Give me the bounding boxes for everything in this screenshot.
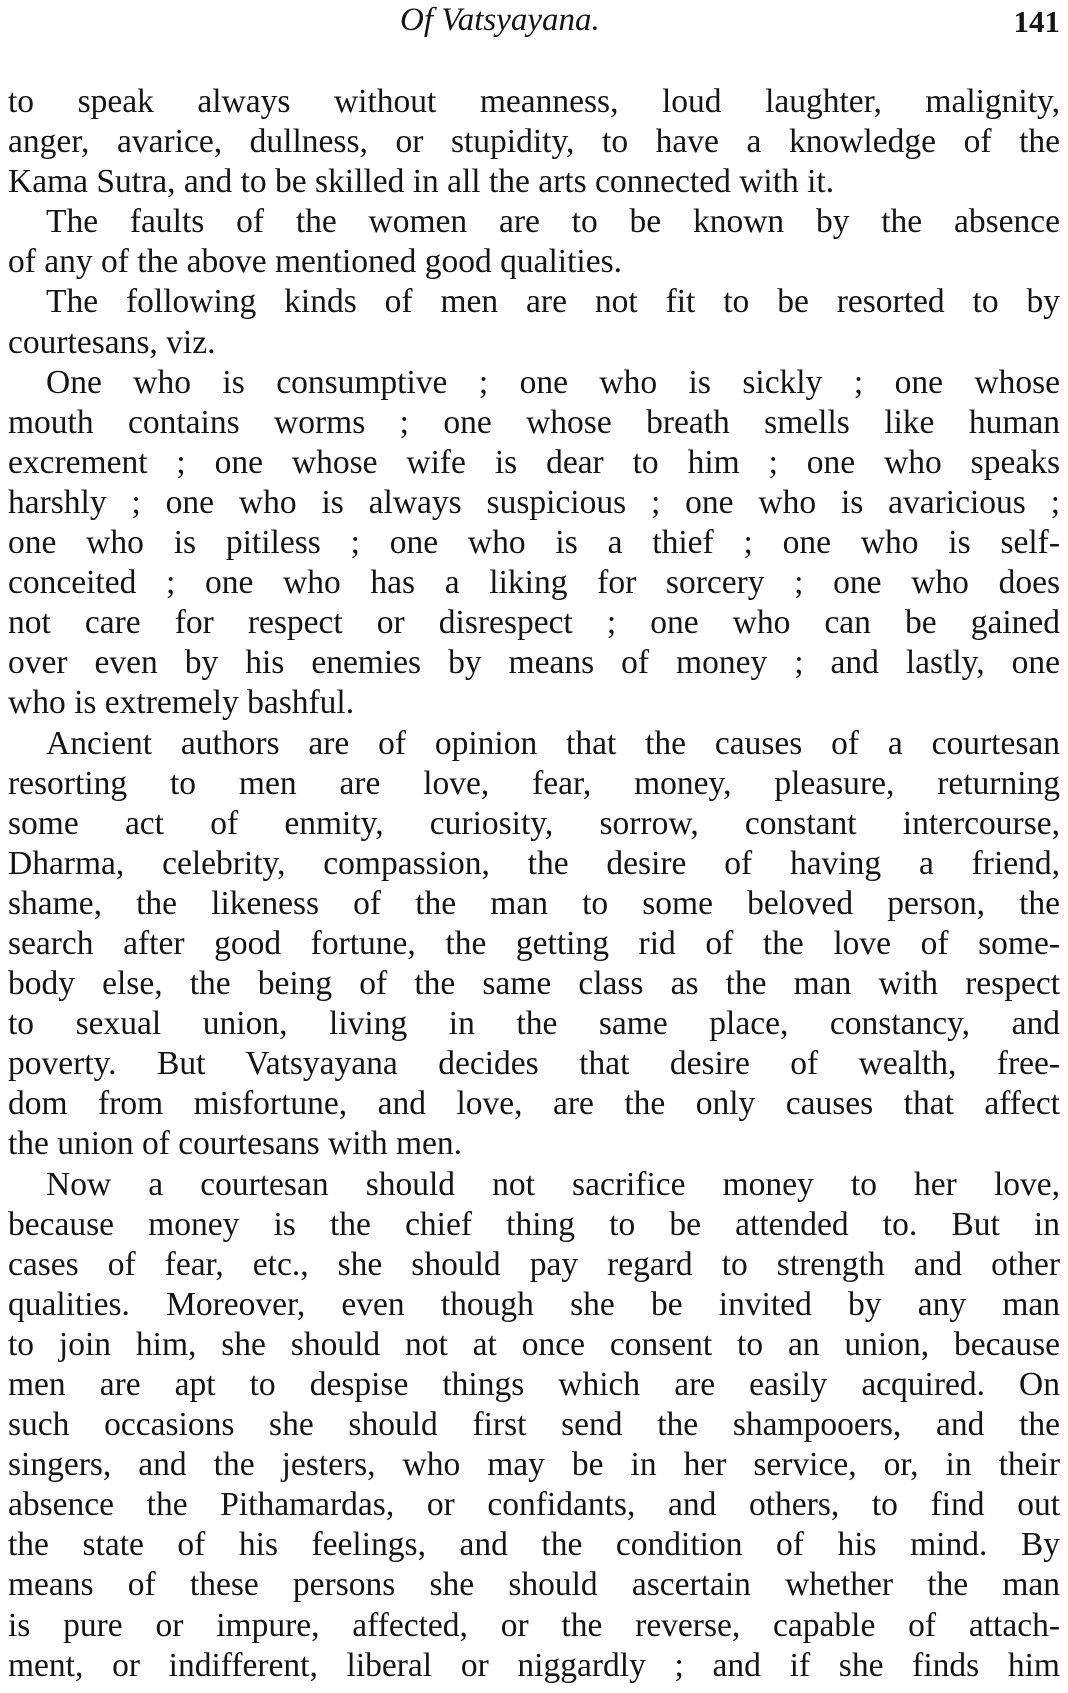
text-line: such occasions she should first send the shampooers, and the: [8, 1406, 1060, 1444]
text-line: to speak always without meanness, loud laughter, malignity,: [8, 83, 1060, 120]
text-line: who is extremely bashful.: [8, 684, 355, 722]
text-line: resorting to men are love, fear, money, pleasure, returning: [8, 764, 1060, 802]
text-line: The faults of the women are to be known by the absence: [46, 203, 1060, 241]
text-line: conceited ; one who has a liking for sorcery ; one who does: [8, 564, 1060, 602]
body-text: [8, 82, 1060, 1686]
text-line: singers, and the jesters, who may be in her service, or, in their: [8, 1446, 1060, 1484]
text-line: absence the Pithamardas, or confidants, and others, to find out: [8, 1486, 1060, 1524]
text-line: Now a courtesan should not sacrifice money to her love,: [46, 1165, 1060, 1203]
text-line: to sexual union, living in the same place, constancy, and: [8, 1005, 1060, 1043]
text-line: anger, avarice, dullness, or stupidity, to have a knowledge of the: [8, 123, 1060, 161]
text-line: not care for respect or disrespect ; one who can be gained: [8, 604, 1060, 642]
text-line: ment, or indifferent, liberal or niggardly ; and if she finds him: [8, 1646, 1060, 1684]
text-line: some act of enmity, curiosity, sorrow, constant intercourse,: [8, 804, 1060, 842]
text-line: Ancient authors are of opinion that the causes of a courtesan: [46, 724, 1060, 762]
page-number: 141: [1013, 4, 1060, 39]
text-line: one who is pitiless ; one who is a thief ; one who is self-: [8, 524, 1060, 562]
text-line: mouth contains worms ; one whose breath smells like human: [8, 403, 1060, 441]
text-line: over even by his enemies by means of money ; and lastly, one: [8, 644, 1060, 682]
text-line: means of these persons she should ascertain whether the man: [8, 1566, 1060, 1604]
text-line: is pure or impure, affected, or the reverse, capable of attach-: [8, 1606, 1060, 1644]
text-line: dom from misfortune, and love, are the only causes that affect: [8, 1085, 1060, 1123]
text-line: Dharma, celebrity, compassion, the desire of having a friend,: [8, 844, 1060, 882]
text-line: body else, the being of the same class as the man with respect: [8, 965, 1060, 1003]
text-line: The following kinds of men are not fit to be resorted to by: [46, 283, 1060, 321]
text-line: shame, the likeness of the man to some beloved person, the: [8, 884, 1060, 922]
text-line: courtesans, viz.: [8, 323, 216, 361]
text-line: cases of fear, etc., she should pay regard to strength and other: [8, 1245, 1060, 1283]
text-line: poverty. But Vatsyayana decides that desire of wealth, free-: [8, 1045, 1060, 1083]
text-line: the union of courtesans with men.: [8, 1125, 463, 1163]
text-line: excrement ; one whose wife is dear to him ; one who speaks: [8, 443, 1060, 481]
running-head-title: Of Vatsyayana.: [400, 2, 600, 38]
text-line: because money is the chief thing to be attended to. But in: [8, 1205, 1060, 1243]
text-line: search after good fortune, the getting rid of the love of some-: [8, 924, 1060, 962]
text-line: Kama Sutra, and to be skilled in all the arts connected with it.: [8, 163, 835, 201]
running-head: [0, 0, 1068, 46]
text-line: men are apt to despise things which are easily acquired. On: [8, 1366, 1060, 1403]
text-line: of any of the above mentioned good qualities.: [8, 243, 623, 281]
text-line: qualities. Moreover, even though she be invited by any man: [8, 1285, 1060, 1323]
text-line: to join him, she should not at once consent to an union, because: [8, 1325, 1060, 1363]
text-line: harshly ; one who is always suspicious ; one who is avaricious ;: [8, 483, 1060, 521]
text-line: the state of his feelings, and the condition of his mind. By: [8, 1526, 1060, 1564]
text-line: One who is consumptive ; one who is sickly ; one whose: [46, 363, 1060, 401]
